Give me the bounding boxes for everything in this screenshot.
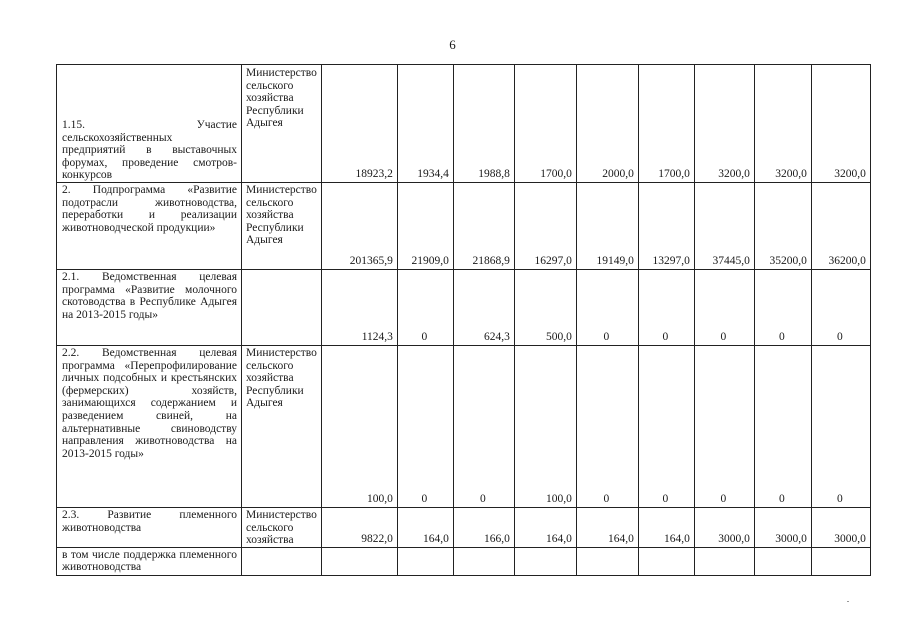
value-cell: 1700,0	[514, 65, 576, 183]
value-cell: 0	[576, 269, 638, 345]
value-cell: 100,0	[514, 345, 576, 507]
value-cell: 3200,0	[694, 65, 754, 183]
value-cell: 0	[453, 345, 514, 507]
value-cell: 0	[811, 269, 870, 345]
value-cell: 19149,0	[576, 182, 638, 269]
value-cell: 21868,9	[453, 182, 514, 269]
table-row	[57, 345, 871, 507]
value-cell	[638, 547, 694, 575]
value-cell: 164,0	[397, 507, 453, 547]
value-cell: 0	[638, 269, 694, 345]
value-cell: 9822,0	[321, 507, 397, 547]
value-cell: 13297,0	[638, 182, 694, 269]
value-cell: 16297,0	[514, 182, 576, 269]
value-cell	[514, 547, 576, 575]
row-executor-cell: Министерство сельского хозяйства	[242, 507, 322, 547]
value-cell: 0	[754, 345, 811, 507]
value-cell: 0	[811, 345, 870, 507]
row-name-cell: 2.2. Ведомственная целевая программа «Перепрофилирование личных подсобных и крестьянских (фермерских) хозяйств, занимающихся содержанием и разведением свиней, на альтернативные свиноводству направления животноводства на 2013-2015 годы»	[57, 345, 242, 507]
value-cell: 1124,3	[321, 269, 397, 345]
table-row	[57, 65, 871, 183]
value-cell	[576, 547, 638, 575]
table-row	[57, 547, 871, 575]
value-cell: 3200,0	[754, 65, 811, 183]
value-cell: 0	[397, 269, 453, 345]
value-cell: 0	[694, 269, 754, 345]
page-number: 6	[449, 37, 456, 52]
value-cell: 164,0	[638, 507, 694, 547]
table-row	[57, 507, 871, 547]
value-cell: 37445,0	[694, 182, 754, 269]
row-name-cell: в том числе поддержка племенного животноводства	[57, 547, 242, 575]
row-executor-cell	[242, 269, 322, 345]
value-cell: 36200,0	[811, 182, 870, 269]
value-cell: 0	[638, 345, 694, 507]
value-cell	[694, 547, 754, 575]
value-cell	[453, 547, 514, 575]
value-cell: 3200,0	[811, 65, 870, 183]
scan-speck	[847, 601, 849, 602]
budget-table	[56, 64, 871, 576]
value-cell: 3000,0	[754, 507, 811, 547]
value-cell	[397, 547, 453, 575]
value-cell: 35200,0	[754, 182, 811, 269]
table-row	[57, 182, 871, 269]
value-cell: 100,0	[321, 345, 397, 507]
row-name-cell: 2. Подпрограмма «Развитие подотрасли животноводства, переработки и реализации животноводческой продукции»	[57, 182, 242, 269]
table-row	[57, 269, 871, 345]
row-name-cell: 2.1. Ведомственная целевая программа «Развитие молочного скотоводства в Республике Адыгея на 2013-2015 годы»	[57, 269, 242, 345]
table-body	[57, 65, 871, 576]
value-cell: 1700,0	[638, 65, 694, 183]
row-name-cell: 1.15. Участие сельскохозяйственных предприятий в выставочных форумах, проведение смотров-конкурсов	[57, 65, 242, 183]
value-cell: 624,3	[453, 269, 514, 345]
value-cell	[754, 547, 811, 575]
value-cell: 1934,4	[397, 65, 453, 183]
row-executor-cell: Министерство сельского хозяйства Республики Адыгея	[242, 345, 322, 507]
value-cell: 500,0	[514, 269, 576, 345]
row-name-cell: 2.3. Развитие племенного животноводства	[57, 507, 242, 547]
row-executor-cell: Министерство сельского хозяйства Республики Адыгея	[242, 65, 322, 183]
value-cell: 0	[397, 345, 453, 507]
value-cell: 1988,8	[453, 65, 514, 183]
row-executor-cell	[242, 547, 322, 575]
value-cell: 166,0	[453, 507, 514, 547]
value-cell: 201365,9	[321, 182, 397, 269]
row-executor-cell: Министерство сельского хозяйства Республики Адыгея	[242, 182, 322, 269]
value-cell: 0	[754, 269, 811, 345]
value-cell: 164,0	[576, 507, 638, 547]
value-cell: 0	[576, 345, 638, 507]
value-cell: 3000,0	[811, 507, 870, 547]
value-cell	[811, 547, 870, 575]
value-cell	[321, 547, 397, 575]
value-cell: 2000,0	[576, 65, 638, 183]
value-cell: 21909,0	[397, 182, 453, 269]
value-cell: 3000,0	[694, 507, 754, 547]
value-cell: 18923,2	[321, 65, 397, 183]
value-cell: 164,0	[514, 507, 576, 547]
value-cell: 0	[694, 345, 754, 507]
